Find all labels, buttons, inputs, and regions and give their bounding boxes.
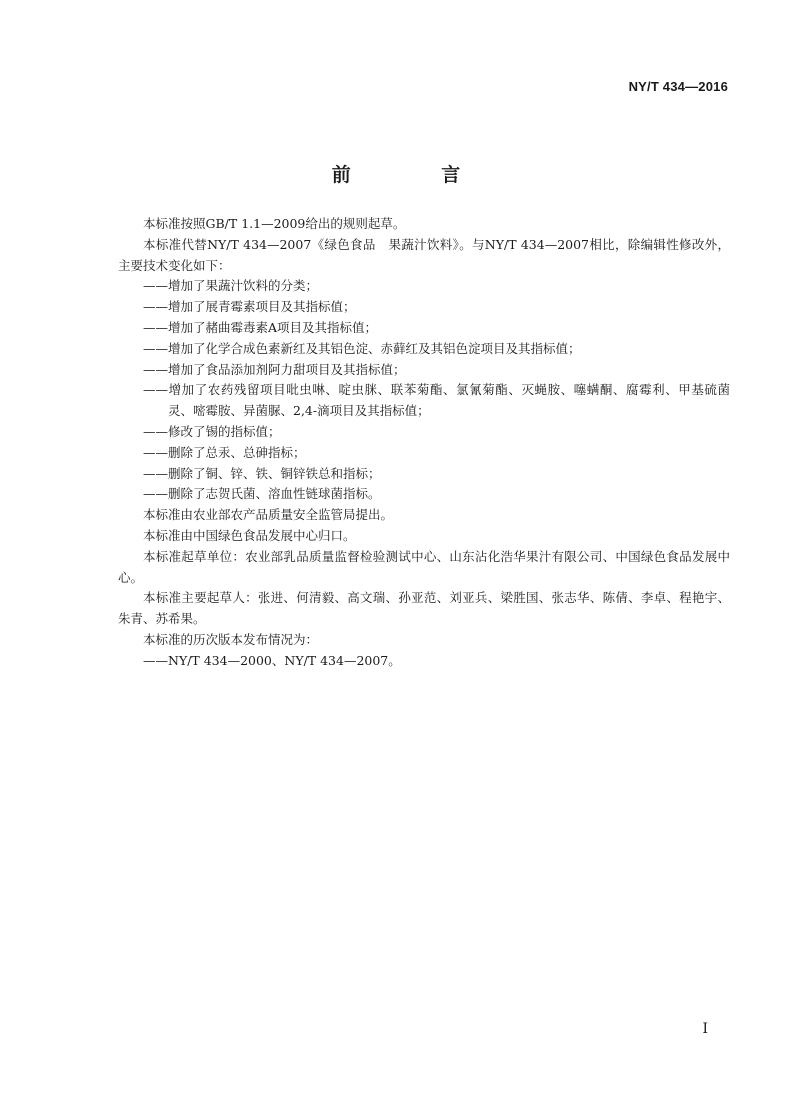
change-item: ——增加了农药残留项目吡虫啉、啶虫脒、联苯菊酯、氯氰菊酯、灭蝇胺、噻螨酮、腐霉利、甲基硫菌灵、嘧霉胺、异菌脲、2,4-滴项目及其指标值； [143,382,730,419]
paragraph-drafting-rules: 本标准按照GB/T 1.1—2009给出的规则起草。 [143,216,406,231]
page-number: I [702,1021,708,1037]
change-item: ——删除了铜、锌、铁、铜锌铁总和指标； [143,465,381,481]
change-item: ——增加了赭曲霉毒素A项目及其指标值； [143,319,378,335]
change-item: ——删除了志贺氏菌、溶血性链球菌指标。 [143,486,381,502]
change-item: ——修改了锡的指标值； [143,423,281,439]
change-item: ——增加了食品添加剂阿力甜项目及其指标值； [143,361,406,377]
page-title: 前 言 [331,164,503,186]
paragraph-history-intro: 本标准的历次版本发布情况为： [143,631,319,647]
paragraph-proposer: 本标准由农业部农产品质量安全监管局提出。 [143,507,394,523]
paragraph-replacement: 本标准代替NY/T 434—2007《绿色食品 果蔬汁饮料》。与NY/T 434—2007相比，除编辑性修改外，主要技术变化如下： [118,236,730,273]
change-item: ——增加了展青霉素项目及其指标值； [143,299,356,315]
paragraph-centralized: 本标准由中国绿色食品发展中心归口。 [143,527,356,543]
paragraph-drafters: 本标准主要起草人：张进、何清毅、高文瑞、孙亚范、刘亚兵、梁胜国、张志华、陈倩、李卓、程艳宇、朱青、苏希果。 [118,590,730,627]
paragraph-drafting-units: 本标准起草单位：农业部乳品质量监督检验测试中心、山东沾化浩华果汁有限公司、中国绿色食品发展中心。 [118,548,730,585]
change-item: ——增加了果蔬汁饮料的分类； [143,278,319,294]
history-item: ——NY/T 434—2000、NY/T 434—2007。 [143,652,401,668]
change-item: ——删除了总汞、总砷指标； [143,444,306,460]
standard-code: NY/T 434—2016 [628,79,728,94]
foreword-body [118,214,730,672]
change-item: ——增加了化学合成色素新红及其铝色淀、赤藓红及其铝色淀项目及其指标值； [143,340,581,356]
